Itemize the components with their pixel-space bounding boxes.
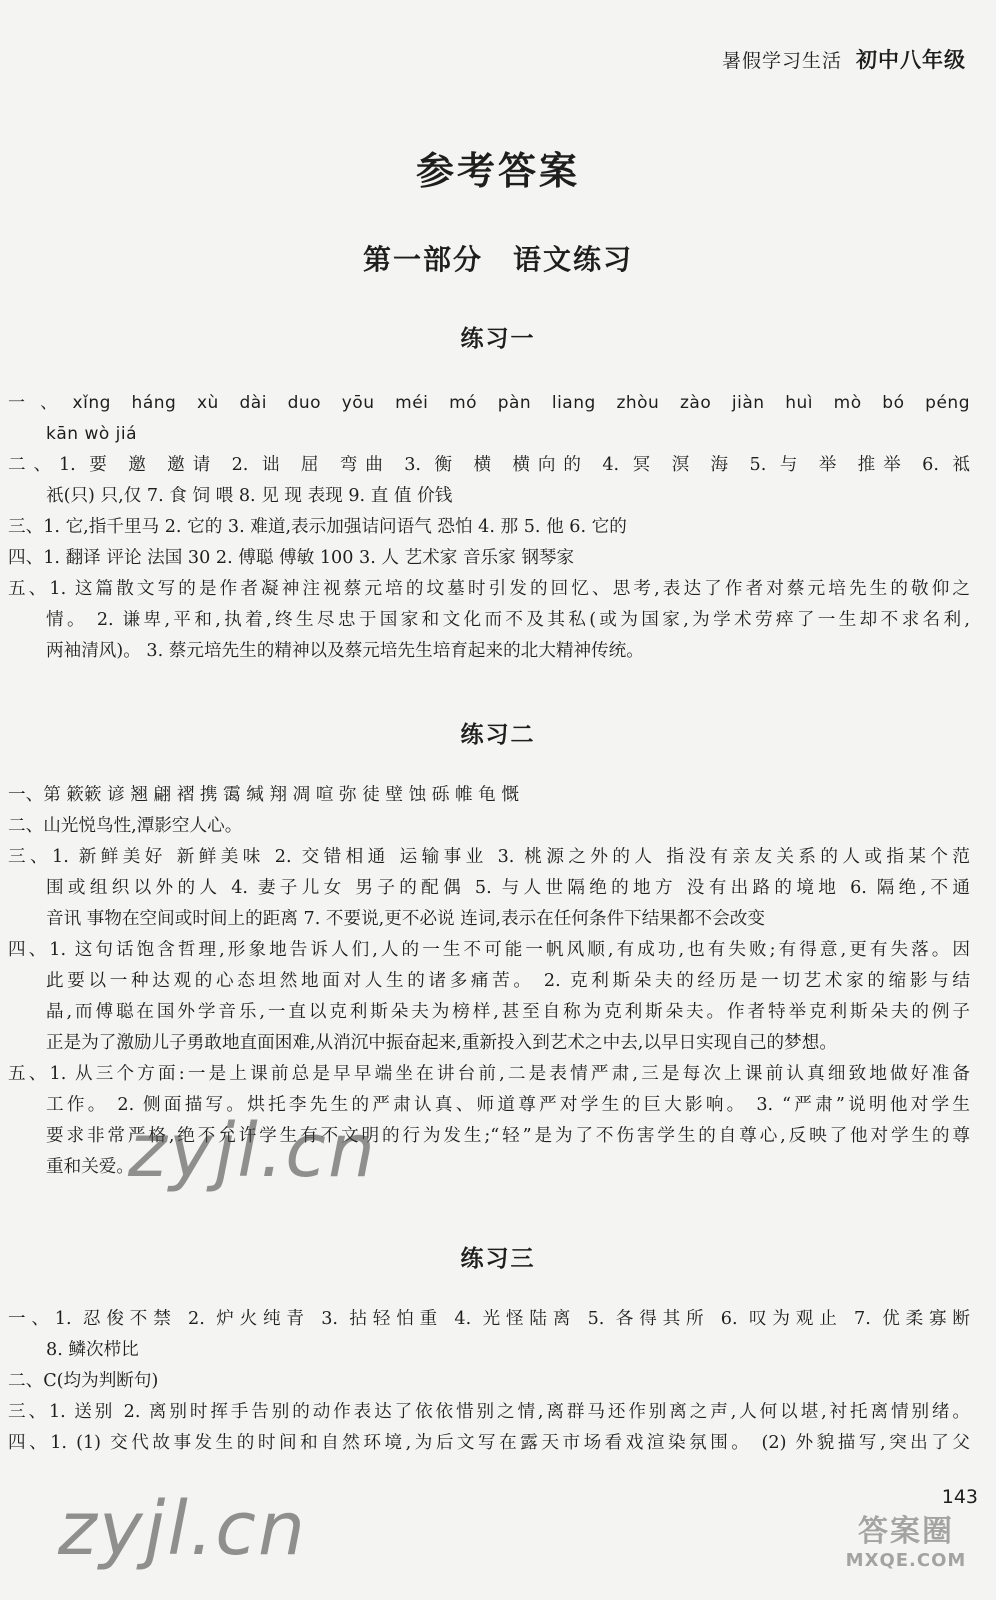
logo-url: MXQE.COM <box>845 1549 967 1571</box>
answer-line: 一、xǐng háng xù dài duo yōu méi mó pàn liang zhòu zào jiàn huì mò bó péng <box>8 393 970 413</box>
part-title: 第一部分 语文练习 <box>362 243 633 276</box>
page-number: 143 <box>941 1486 978 1508</box>
exercise-1-title: 练习一 <box>460 325 536 352</box>
answer-line: 祇(只) 只,仅 7. 食 饲 喂 8. 见 现 表现 9. 直 值 价钱 <box>46 486 453 506</box>
answer-line: 音讯 事物在空间或时间上的距离 7. 不要说,更不必说 连词,表示在任何条件下结果都不会改变 <box>46 909 765 929</box>
answer-line: 8. 鳞次栉比 <box>46 1340 139 1360</box>
answer-line: 二、C(均为判断句) <box>8 1371 159 1391</box>
answer-line: 此要以一种达观的心态坦然地面对人生的诸多痛苦。 2. 克利斯朵夫的经历是一切艺术家的缩影与结 <box>46 971 970 991</box>
answer-line: 四、1. 翻译 评论 法国 30 2. 傅聪 傅敏 100 3. 人 艺术家 音乐家 钢琴家 <box>8 548 575 568</box>
answer-line: 二、1. 要 邀 邀请 2. 诎 屈 弯曲 3. 衡 横 横向的 4. 冥 溟 海 5. 与 举 推举 6. 祗 <box>8 455 970 475</box>
answer-line: 三、1. 送别 2. 离别时挥手告别的动作表达了依依惜别之情,离群马还作别离之声,人何以堪,衬托离情别绪。 <box>8 1402 970 1422</box>
answer-line: 要求非常严格,绝不允许学生有不文明的行为发生;“轻”是为了不伤害学生的自尊心,反映了他对学生的尊 <box>46 1126 970 1146</box>
answer-line: kān wò jiá <box>46 424 138 444</box>
answer-line: 正是为了激励儿子勇敢地直面困难,从消沉中振奋起来,重新投入到艺术之中去,以早日实现自己的梦想。 <box>46 1033 837 1053</box>
answer-line: 四、1. (1) 交代故事发生的时间和自然环境,为后文写在露天市场看戏渲染氛围。 (2) 外貌描写,突出了父 <box>8 1433 970 1453</box>
answer-line: 四、1. 这句话饱含哲理,形象地告诉人们,人的一生不可能一帆风顺,有成功,也有失败;有得意,更有失落。因 <box>8 940 970 960</box>
corner-logo <box>836 1498 976 1578</box>
answer-line: 三、1. 新鲜美好 新鲜美味 2. 交错相通 运输事业 3. 桃源之外的人 指没有亲友关系的人或指某个范 <box>8 847 970 867</box>
answer-line: 情。 2. 谦卑,平和,执着,终生尽忠于国家和文化而不及其私(或为国家,为学术劳瘁了一生却不求名利, <box>46 610 970 630</box>
watermark-site: zyjl.cn <box>128 1108 377 1194</box>
answer-line: 五、1. 从三个方面:一是上课前总是早早端坐在讲台前,二是表情严肃,三是每次上课前认真细致地做好准备 <box>8 1064 970 1084</box>
exercise-3-answers <box>8 1304 970 1459</box>
exercise-2-title: 练习二 <box>460 721 536 748</box>
watermark-site: zyjl.cn <box>58 1486 307 1572</box>
answer-line: 一、第 簌簌 谚 翘 翩 褶 携 霭 缄 翔 凋 喧 弥 徒 壁 蚀 砾 帷 龟 慨 <box>8 785 519 805</box>
exercise-3-title: 练习三 <box>460 1245 536 1272</box>
page-title: 参考答案 <box>415 148 580 193</box>
answer-line: 三、1. 它,指千里马 2. 它的 3. 难道,表示加强诘问语气 恐怕 4. 那 5. 他 6. 它的 <box>8 517 627 537</box>
running-header <box>722 44 966 74</box>
answer-line: 围或组织以外的人 4. 妻子儿女 男子的配偶 5. 与人世隔绝的地方 没有出路的境地 6. 隔绝,不通 <box>46 878 970 898</box>
logo-text: 答案圈 <box>858 1513 954 1549</box>
answer-line: 两袖清风)。 3. 蔡元培先生的精神以及蔡元培先生培育起来的北大精神传统。 <box>46 641 644 661</box>
answer-line: 五、1. 这篇散文写的是作者凝神注视蔡元培的坟墓时引发的回忆、思考,表达了作者对蔡元培先生的敬仰之 <box>8 579 970 599</box>
answer-line: 工作。 2. 侧面描写。烘托李先生的严肃认真、师道尊严对学生的巨大影响。 3. “严肃”说明他对学生 <box>46 1095 970 1115</box>
book-title: 暑假学习生活 <box>721 50 842 72</box>
answer-line: 晶,而傅聪在国外学音乐,一直以克利斯朵夫为榜样,甚至自称为克利斯朵夫。作者特举克利斯朵夫的例子 <box>46 1002 970 1022</box>
exercise-1-answers <box>8 388 970 667</box>
answer-line: 二、山光悦鸟性,潭影空人心。 <box>8 816 243 836</box>
answer-line: 一、1. 忍俊不禁 2. 炉火纯青 3. 拈轻怕重 4. 光怪陆离 5. 各得其所 6. 叹为观止 7. 优柔寡断 <box>8 1309 970 1329</box>
answer-line: 重和关爱。 <box>46 1157 134 1177</box>
grade-label: 初中八年级 <box>856 48 966 72</box>
